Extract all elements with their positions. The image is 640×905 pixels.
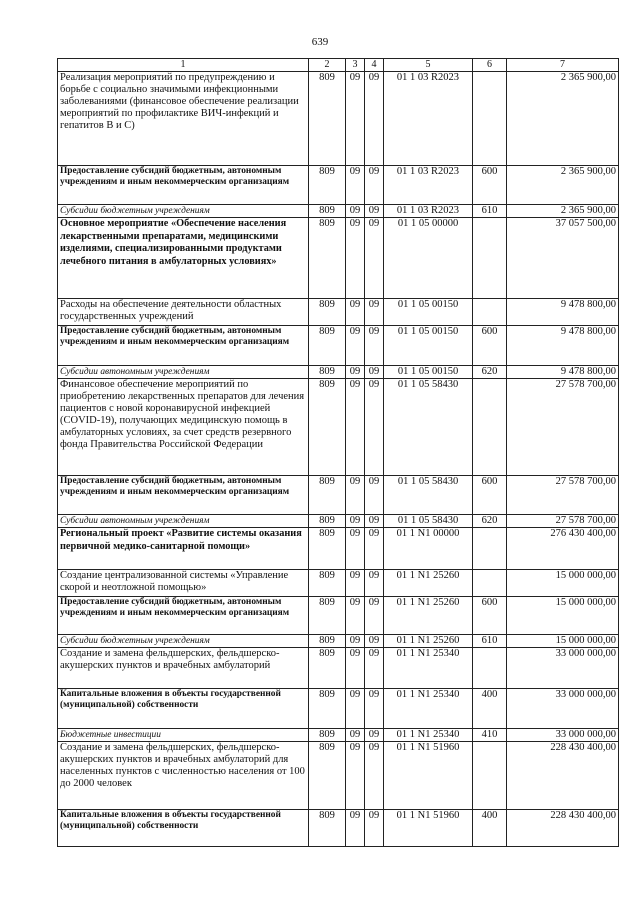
row-section-cell: 09 [346,379,365,476]
row-name-cell: Предоставление субсидий бюджетным, автономным учреждениям и иным некоммерческим организациям [58,597,309,635]
row-amount-cell: 2 365 900,00 [507,205,619,218]
row-section-cell: 09 [346,326,365,366]
row-section-cell: 09 [346,570,365,597]
row-section-cell: 09 [346,366,365,379]
row-target-article-cell: 01 1 N1 25340 [384,648,473,689]
row-expense-type-cell: 620 [473,366,507,379]
row-target-article-cell: 01 1 N1 25340 [384,729,473,742]
table-row [58,597,619,635]
table-row [58,218,619,299]
row-target-article-cell: 01 1 N1 25340 [384,689,473,729]
row-target-article-cell: 01 1 N1 51960 [384,810,473,847]
row-name-cell: Предоставление субсидий бюджетным, автономным учреждениям и иным некоммерческим организациям [58,326,309,366]
column-header-2: 2 [309,59,346,72]
row-expense-type-cell [473,648,507,689]
table-row [58,528,619,570]
row-grbs-cell: 809 [309,635,346,648]
row-subsection-cell: 09 [365,689,384,729]
column-header-1: 1 [58,59,309,72]
row-subsection-cell: 09 [365,528,384,570]
table-row [58,515,619,528]
table-row [58,72,619,166]
row-amount-cell: 15 000 000,00 [507,570,619,597]
row-grbs-cell: 809 [309,742,346,810]
row-amount-cell: 15 000 000,00 [507,635,619,648]
row-expense-type-cell [473,379,507,476]
row-name-cell: Предоставление субсидий бюджетным, автономным учреждениям и иным некоммерческим организациям [58,476,309,515]
row-name-cell: Реализация мероприятий по предупреждению и борьбе с социально значимыми инфекционными заболеваниями (финансовое обеспечение реализации мероприятий по профилактике ВИЧ-инфекций и гепатитов В и С) [58,72,309,166]
row-amount-cell: 276 430 400,00 [507,528,619,570]
row-name-cell: Субсидии бюджетным учреждениям [58,205,309,218]
row-grbs-cell: 809 [309,299,346,326]
row-expense-type-cell [473,218,507,299]
row-expense-type-cell: 400 [473,689,507,729]
row-target-article-cell: 01 1 05 58430 [384,379,473,476]
row-expense-type-cell: 600 [473,476,507,515]
table-row [58,476,619,515]
row-name-cell: Финансовое обеспечение мероприятий по приобретению лекарственных препаратов для лечения пациентов с новой коронавирусной инфекцией (COVID-19), получающих медицинскую помощь в амбулаторных условиях, за счет средств резервного фонда Правительства Российской Федерации [58,379,309,476]
column-header-7: 7 [507,59,619,72]
row-target-article-cell: 01 1 03 R2023 [384,166,473,205]
row-subsection-cell: 09 [365,299,384,326]
row-subsection-cell: 09 [365,218,384,299]
table-row [58,299,619,326]
table-row [58,166,619,205]
row-amount-cell: 9 478 800,00 [507,366,619,379]
budget-table [57,58,619,847]
table-row [58,648,619,689]
row-section-cell: 09 [346,299,365,326]
row-target-article-cell: 01 1 05 58430 [384,515,473,528]
row-expense-type-cell: 620 [473,515,507,528]
row-subsection-cell: 09 [365,570,384,597]
row-section-cell: 09 [346,810,365,847]
row-section-cell: 09 [346,635,365,648]
row-subsection-cell: 09 [365,366,384,379]
row-name-cell: Создание и замена фельдшерских, фельдшерско-акушерских пунктов и врачебных амбулаторий [58,648,309,689]
row-subsection-cell: 09 [365,635,384,648]
row-subsection-cell: 09 [365,648,384,689]
row-amount-cell: 27 578 700,00 [507,515,619,528]
row-name-cell: Создание и замена фельдшерских, фельдшерско-акушерских пунктов и врачебных амбулаторий для населенных пунктов с численностью населения от 100 до 2000 человек [58,742,309,810]
column-header-6: 6 [473,59,507,72]
row-amount-cell: 9 478 800,00 [507,326,619,366]
row-section-cell: 09 [346,648,365,689]
row-target-article-cell: 01 1 03 R2023 [384,72,473,166]
table-row [58,205,619,218]
table-row [58,810,619,847]
row-section-cell: 09 [346,729,365,742]
row-subsection-cell: 09 [365,742,384,810]
row-target-article-cell: 01 1 N1 25260 [384,597,473,635]
row-grbs-cell: 809 [309,326,346,366]
row-expense-type-cell: 600 [473,326,507,366]
row-amount-cell: 9 478 800,00 [507,299,619,326]
row-grbs-cell: 809 [309,72,346,166]
table-row [58,570,619,597]
row-subsection-cell: 09 [365,205,384,218]
row-name-cell: Предоставление субсидий бюджетным, автономным учреждениям и иным некоммерческим организациям [58,166,309,205]
row-grbs-cell: 809 [309,810,346,847]
row-expense-type-cell [473,742,507,810]
row-grbs-cell: 809 [309,205,346,218]
row-section-cell: 09 [346,689,365,729]
row-grbs-cell: 809 [309,476,346,515]
row-target-article-cell: 01 1 05 00000 [384,218,473,299]
row-subsection-cell: 09 [365,729,384,742]
row-section-cell: 09 [346,528,365,570]
row-expense-type-cell: 410 [473,729,507,742]
row-target-article-cell: 01 1 05 00150 [384,299,473,326]
row-name-cell: Субсидии автономным учреждениям [58,366,309,379]
row-amount-cell: 2 365 900,00 [507,72,619,166]
row-section-cell: 09 [346,218,365,299]
row-section-cell: 09 [346,742,365,810]
row-expense-type-cell [473,299,507,326]
row-amount-cell: 27 578 700,00 [507,476,619,515]
row-name-cell: Расходы на обеспечение деятельности областных государственных учреждений [58,299,309,326]
row-expense-type-cell: 600 [473,597,507,635]
table-row [58,326,619,366]
table-header-row [58,59,619,72]
row-expense-type-cell: 610 [473,635,507,648]
row-name-cell: Капитальные вложения в объекты государственной (муниципальной) собственности [58,689,309,729]
row-section-cell: 09 [346,72,365,166]
table-row [58,635,619,648]
row-amount-cell: 2 365 900,00 [507,166,619,205]
row-target-article-cell: 01 1 05 00150 [384,366,473,379]
row-target-article-cell: 01 1 05 58430 [384,476,473,515]
row-subsection-cell: 09 [365,597,384,635]
row-target-article-cell: 01 1 N1 51960 [384,742,473,810]
row-grbs-cell: 809 [309,218,346,299]
row-name-cell: Создание централизованной системы «Управление скорой и неотложной помощью» [58,570,309,597]
row-name-cell: Бюджетные инвестиции [58,729,309,742]
row-target-article-cell: 01 1 05 00150 [384,326,473,366]
row-section-cell: 09 [346,597,365,635]
row-expense-type-cell: 600 [473,166,507,205]
row-target-article-cell: 01 1 N1 00000 [384,528,473,570]
row-grbs-cell: 809 [309,689,346,729]
column-header-5: 5 [384,59,473,72]
row-grbs-cell: 809 [309,528,346,570]
table-row [58,366,619,379]
row-amount-cell: 27 578 700,00 [507,379,619,476]
row-grbs-cell: 809 [309,648,346,689]
row-target-article-cell: 01 1 N1 25260 [384,635,473,648]
row-target-article-cell: 01 1 N1 25260 [384,570,473,597]
row-expense-type-cell [473,528,507,570]
row-grbs-cell: 809 [309,597,346,635]
row-subsection-cell: 09 [365,515,384,528]
column-header-3: 3 [346,59,365,72]
row-amount-cell: 228 430 400,00 [507,742,619,810]
row-expense-type-cell: 610 [473,205,507,218]
table-row [58,742,619,810]
row-section-cell: 09 [346,515,365,528]
row-section-cell: 09 [346,205,365,218]
table-row [58,729,619,742]
table-row [58,379,619,476]
row-expense-type-cell [473,570,507,597]
row-amount-cell: 33 000 000,00 [507,729,619,742]
row-amount-cell: 228 430 400,00 [507,810,619,847]
row-grbs-cell: 809 [309,729,346,742]
table-row [58,689,619,729]
row-name-cell: Субсидии бюджетным учреждениям [58,635,309,648]
row-name-cell: Капитальные вложения в объекты государственной (муниципальной) собственности [58,810,309,847]
row-name-cell: Основное мероприятие «Обеспечение населения лекарственными препаратами, медицинскими изделиями, специализированными продуктами лечебного питания в амбулаторных условиях» [58,218,309,299]
row-expense-type-cell [473,72,507,166]
row-amount-cell: 33 000 000,00 [507,689,619,729]
row-grbs-cell: 809 [309,515,346,528]
page-number: 639 [311,36,329,48]
row-amount-cell: 15 000 000,00 [507,597,619,635]
row-grbs-cell: 809 [309,379,346,476]
row-grbs-cell: 809 [309,366,346,379]
row-amount-cell: 33 000 000,00 [507,648,619,689]
row-section-cell: 09 [346,166,365,205]
row-subsection-cell: 09 [365,810,384,847]
row-subsection-cell: 09 [365,379,384,476]
row-section-cell: 09 [346,476,365,515]
row-amount-cell: 37 057 500,00 [507,218,619,299]
column-header-4: 4 [365,59,384,72]
row-grbs-cell: 809 [309,570,346,597]
row-subsection-cell: 09 [365,72,384,166]
row-subsection-cell: 09 [365,326,384,366]
row-expense-type-cell: 400 [473,810,507,847]
row-name-cell: Региональный проект «Развитие системы оказания первичной медико-санитарной помощи» [58,528,309,570]
row-grbs-cell: 809 [309,166,346,205]
row-target-article-cell: 01 1 03 R2023 [384,205,473,218]
row-subsection-cell: 09 [365,166,384,205]
row-subsection-cell: 09 [365,476,384,515]
row-name-cell: Субсидии автономным учреждениям [58,515,309,528]
